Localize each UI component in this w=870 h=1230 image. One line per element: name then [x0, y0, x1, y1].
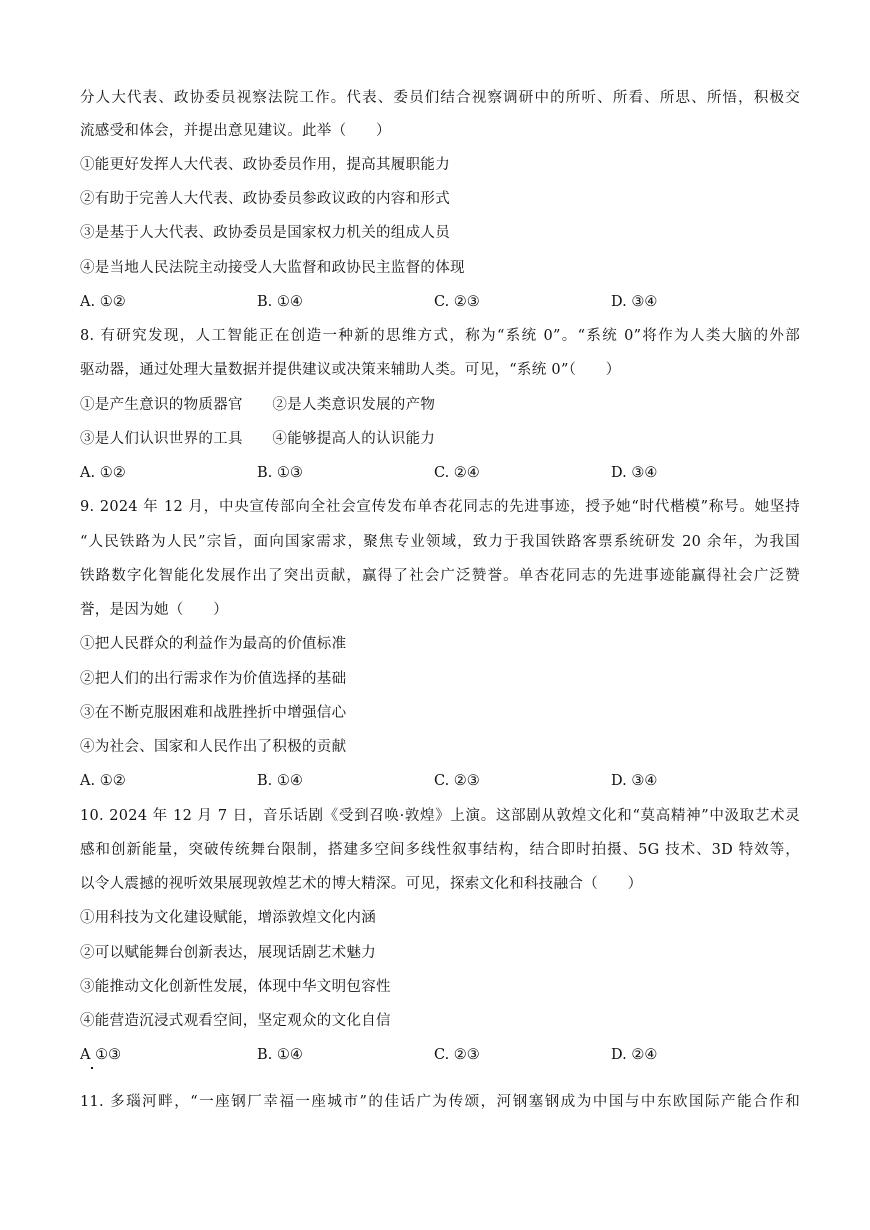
q9-stem-line-4: 誉，是因为她（ ）	[80, 602, 228, 618]
q7-option-1: ①能更好发挥人大代表、政协委员作用，提高其履职能力	[80, 157, 450, 173]
q10-stem-line-2: 感和创新能量，突破传统舞台限制，搭建多空间多线性叙事结构，结合即时拍摄、5G 技术、3D 特效等，	[80, 842, 800, 858]
q7-choice-a: A. ①②	[80, 294, 126, 310]
q9-option-2: ②把人们的出行需求作为价值选择的基础	[80, 671, 347, 687]
q9-stem-line-3: 铁路数字化智能化发展作出了突出贡献，赢得了社会广泛赞誉。单杏花同志的先进事迹能赢得社会广泛赞	[80, 568, 800, 584]
q7-option-4: ④是当地人民法院主动接受人大监督和政协民主监督的体现	[80, 260, 465, 276]
q10-choice-b: B. ①④	[257, 1047, 303, 1063]
q10-option-4: ④能营造沉浸式观看空间，坚定观众的文化自信	[80, 1013, 391, 1029]
q8-stem-line-1: 8. 有研究发现，人工智能正在创造一种新的思维方式，称为“系统 0”。“系统 0”将作为人类大脑的外部	[80, 328, 800, 344]
q11-stem-line-1: 11. 多瑙河畔，“一座钢厂幸福一座城市”的佳话广为传颂，河钢塞钢成为中国与中东欧国际产能合作和	[80, 1094, 800, 1110]
q7-option-3: ③是基于人大代表、政协委员是国家权力机关的组成人员	[80, 225, 450, 241]
q9-stem-line-1: 9. 2024 年 12 月，中央宣传部向全社会宣传发布单杏花同志的先进事迹，授予她“时代楷模”称号。她坚持	[80, 499, 800, 515]
q9-choice-a: A. ①②	[80, 773, 126, 789]
q8-option-row-2: ③是人们认识世界的工具 ④能够提高人的认识能力	[80, 431, 436, 447]
q9-option-4: ④为社会、国家和人民作出了积极的贡献	[80, 739, 347, 755]
q8-choice-b: B. ①③	[257, 465, 303, 481]
q7-stem-line-1: 分人大代表、政协委员视察法院工作。代表、委员们结合视察调研中的所听、所看、所思、所悟，积极交	[80, 90, 800, 106]
q10-option-2: ②可以赋能舞台创新表达，展现话剧艺术魅力	[80, 945, 376, 961]
q7-option-2: ②有助于完善人大代表、政协委员参政议政的内容和形式	[80, 191, 450, 207]
q8-choice-c: C. ②④	[434, 465, 480, 481]
q10-option-1: ①用科技为文化建设赋能，增添敦煌文化内涵	[80, 910, 376, 926]
q10-option-3: ③能推动文化创新性发展，体现中华文明包容性	[80, 979, 391, 995]
q10-stem-line-3: 以令人震撼的视听效果展现敦煌艺术的博大精深。可见，探索文化和科技融合（ ）	[80, 876, 643, 892]
q9-choice-b: B. ①④	[257, 773, 303, 789]
q10-stem-line-1: 10. 2024 年 12 月 7 日，音乐话剧《受到召唤·敦煌》上演。这部剧从敦煌文化和“莫高精神”中汲取艺术灵	[80, 808, 800, 824]
q8-choice-a: A. ①②	[80, 465, 126, 481]
q7-choice-c: C. ②③	[434, 294, 480, 310]
q7-choices	[80, 292, 800, 312]
q10-choice-a: A ①③	[80, 1047, 122, 1063]
stray-dot-mark	[91, 1067, 93, 1069]
q9-option-3: ③在不断克服困难和战胜挫折中增强信心	[80, 705, 347, 721]
q9-stem-line-2: “人民铁路为人民”宗旨，面向国家需求，聚焦专业领域，致力于我国铁路客票系统研发 20 余年，为我国	[80, 534, 800, 550]
q8-stem-line-2: 驱动器，通过处理大量数据并提供建议或决策来辅助人类。可见，“系统 0”（ ）	[80, 362, 621, 378]
q9-option-1: ①把人民群众的利益作为最高的价值标准	[80, 636, 347, 652]
q9-choice-c: C. ②③	[434, 773, 480, 789]
q9-choice-d: D. ③④	[611, 773, 658, 789]
q10-choice-d: D. ②④	[611, 1047, 658, 1063]
q7-choice-d: D. ③④	[611, 294, 658, 310]
q10-choices	[80, 1045, 800, 1065]
q10-choice-c: C. ②③	[434, 1047, 480, 1063]
q8-option-row-1: ①是产生意识的物质器官 ②是人类意识发展的产物	[80, 397, 436, 413]
q7-choice-b: B. ①④	[257, 294, 303, 310]
q7-stem-line-2: 流感受和体会，并提出意见建议。此举（ ）	[80, 123, 391, 139]
q8-choice-d: D. ③④	[611, 465, 658, 481]
q8-choices	[80, 463, 800, 483]
q9-choices	[80, 771, 800, 791]
